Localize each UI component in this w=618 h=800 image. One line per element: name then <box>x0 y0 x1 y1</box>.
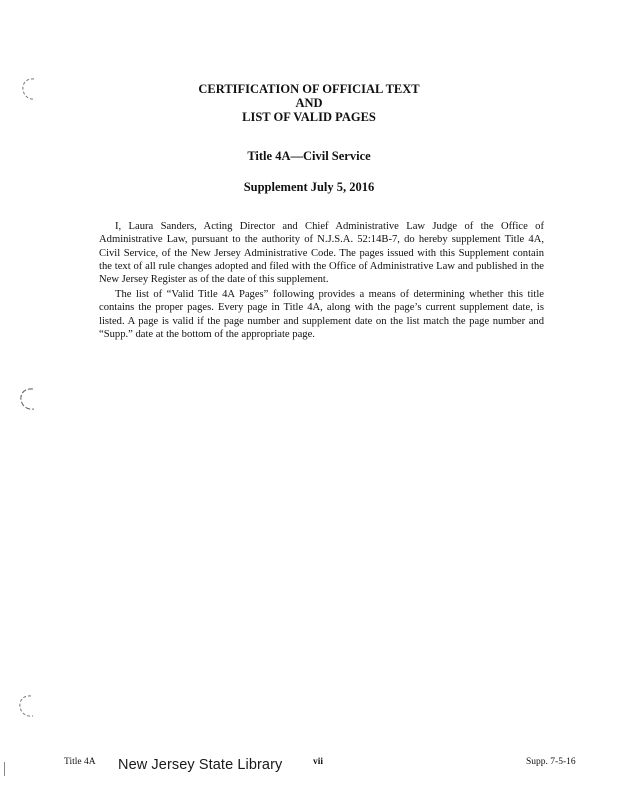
certification-paragraph: I, Laura Sanders, Acting Director and Chief Administrative Law Judge of the Office of Administrative Law, pursuant to the authority of N.J.S.A. 52:14B-7, do hereby supplement Title 4A, Civil Service, of the New Jersey Administrative Code. The pages issued with this Supplement contain the text of all rule changes adopted and filed with the Office of Administrative Law and published in the New Jersey Register as of the date of this supplement. <box>99 221 544 286</box>
page-number: vii <box>313 757 324 767</box>
valid-pages-paragraph: The list of “Valid Title 4A Pages” following provides a means of determining whether this title contains the proper pages. Every page in Title 4A, along with the page’s current supplement date, is listed. A page is valid if the page number and supplement date on the list match the page number and “Supp.” date at the bottom of the appropriate page. <box>99 289 544 340</box>
heading-line: LIST OF VALID PAGES <box>242 110 376 124</box>
heading-line: CERTIFICATION OF OFFICIAL TEXT <box>198 82 420 96</box>
certification-heading <box>0 82 618 124</box>
supplement-date: Supplement July 5, 2016 <box>243 180 375 194</box>
library-stamp: New Jersey State Library <box>118 757 283 773</box>
heading-line: AND <box>295 96 323 110</box>
punch-hole-icon <box>18 386 38 412</box>
punch-hole-icon <box>17 693 37 719</box>
footer-title: Title 4A <box>64 757 96 767</box>
margin-mark <box>4 762 5 776</box>
footer-supplement: Supp. 7-5-16 <box>526 757 576 767</box>
title-name: Title 4A—Civil Service <box>247 149 371 163</box>
